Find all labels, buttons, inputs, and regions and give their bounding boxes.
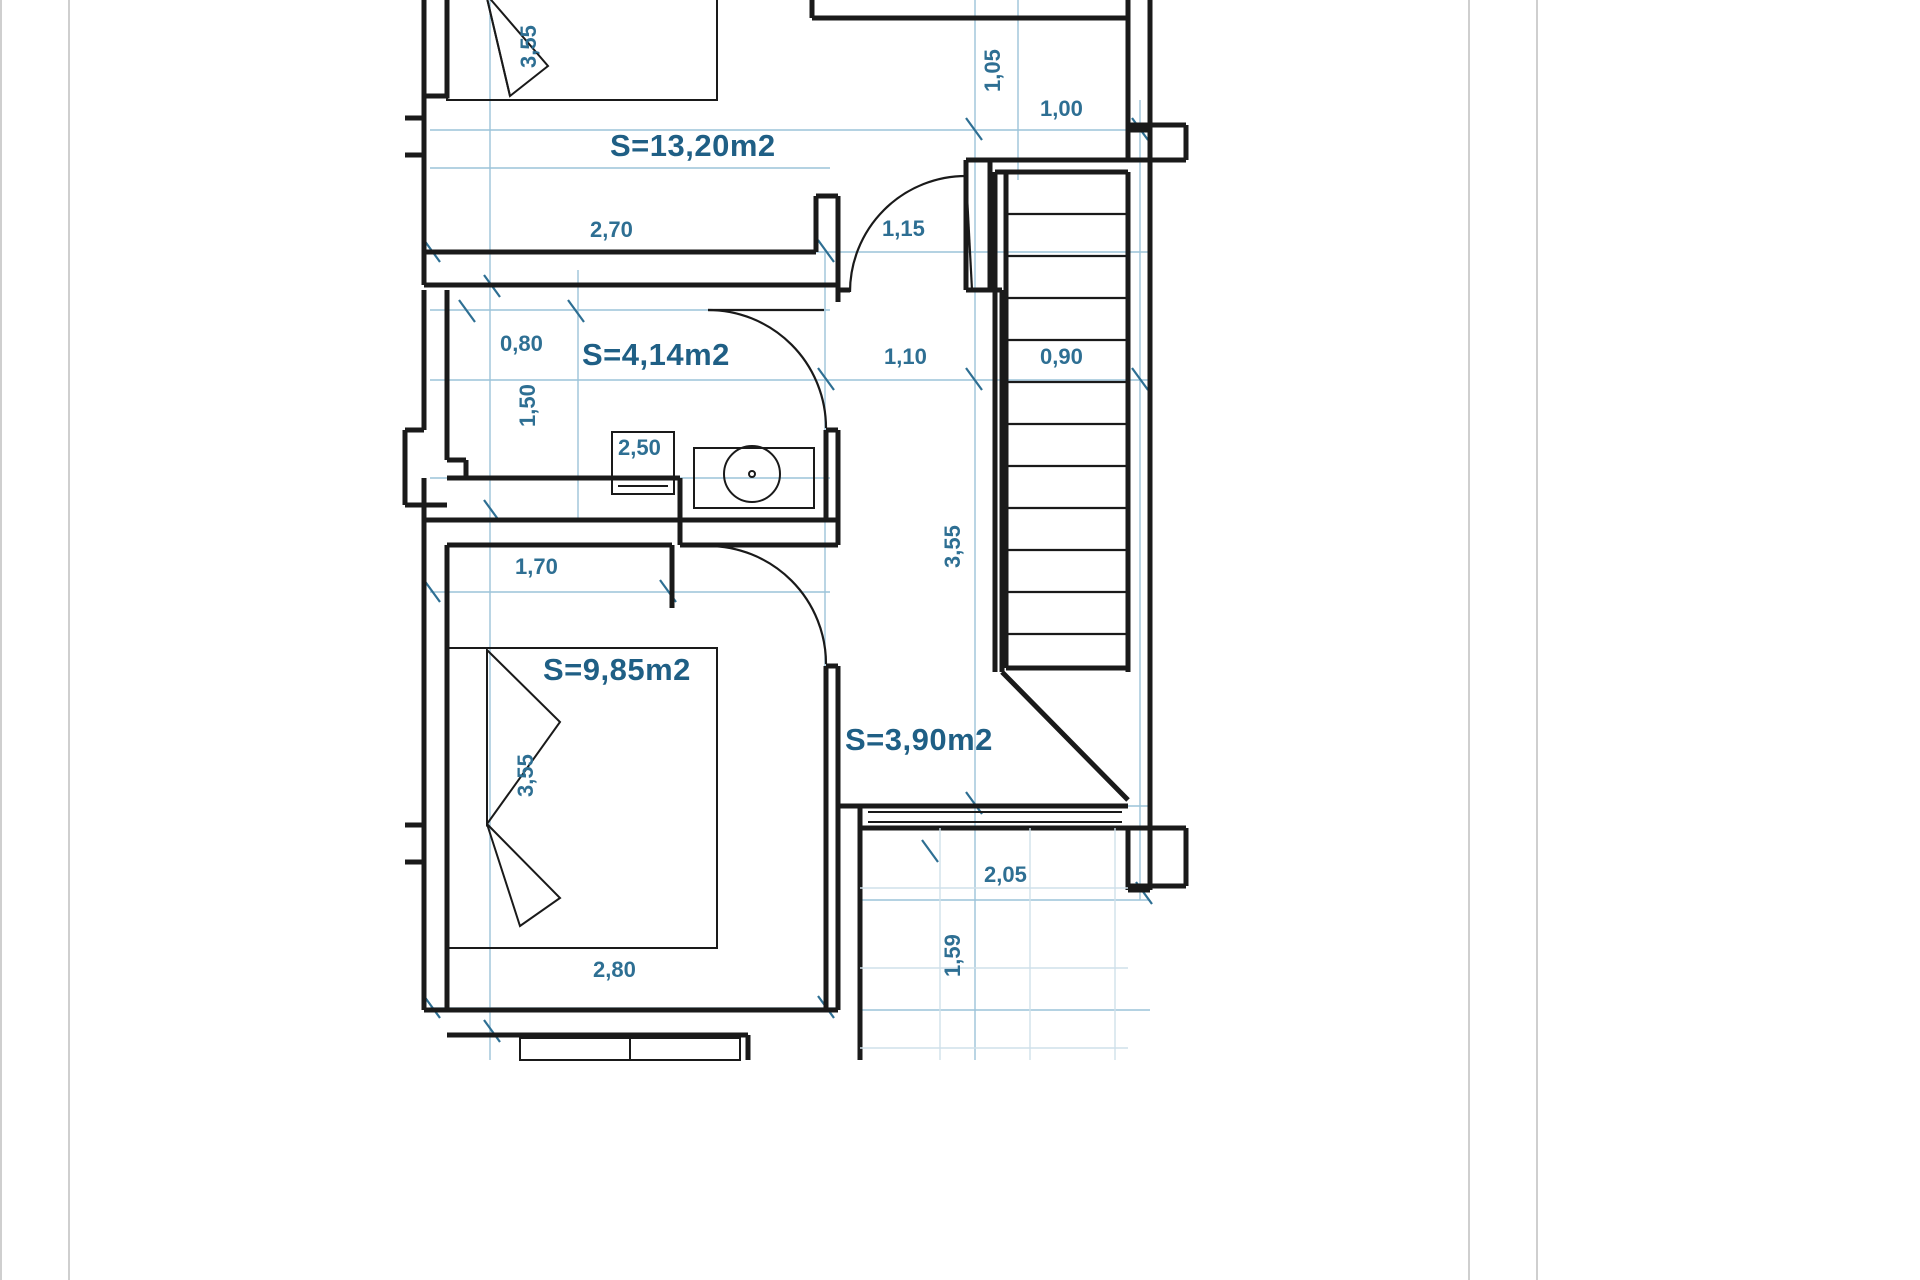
room-area-hall-stairs: S=3,90m2 xyxy=(845,722,993,757)
room-area-bathroom: S=4,14m2 xyxy=(582,337,730,372)
dimension-1-00: 1,00 xyxy=(1040,96,1083,121)
dimension-1-15: 1,15 xyxy=(882,216,925,241)
dimension-1-10: 1,10 xyxy=(884,344,927,369)
dimension-2-70: 2,70 xyxy=(590,217,633,242)
dimension-3-55-top: 3,55 xyxy=(516,25,541,68)
dimension-1-59: 1,59 xyxy=(940,934,965,977)
room-area-bedroom-upper: S=13,20m2 xyxy=(610,128,776,163)
dimension-1-70: 1,70 xyxy=(515,554,558,579)
dimension-2-05: 2,05 xyxy=(984,862,1027,887)
dimension-2-80: 2,80 xyxy=(593,957,636,982)
dimension-1-50: 1,50 xyxy=(515,384,540,427)
dimension-3-55-low: 3,55 xyxy=(513,754,538,797)
dimension-2-50: 2,50 xyxy=(618,435,661,460)
room-area-bedroom-lower: S=9,85m2 xyxy=(543,652,691,687)
dimension-3-55-mid: 3,55 xyxy=(940,525,965,568)
dimension-0-90: 0,90 xyxy=(1040,344,1083,369)
dimension-1-05: 1,05 xyxy=(980,49,1005,92)
dimension-0-80: 0,80 xyxy=(500,331,543,356)
